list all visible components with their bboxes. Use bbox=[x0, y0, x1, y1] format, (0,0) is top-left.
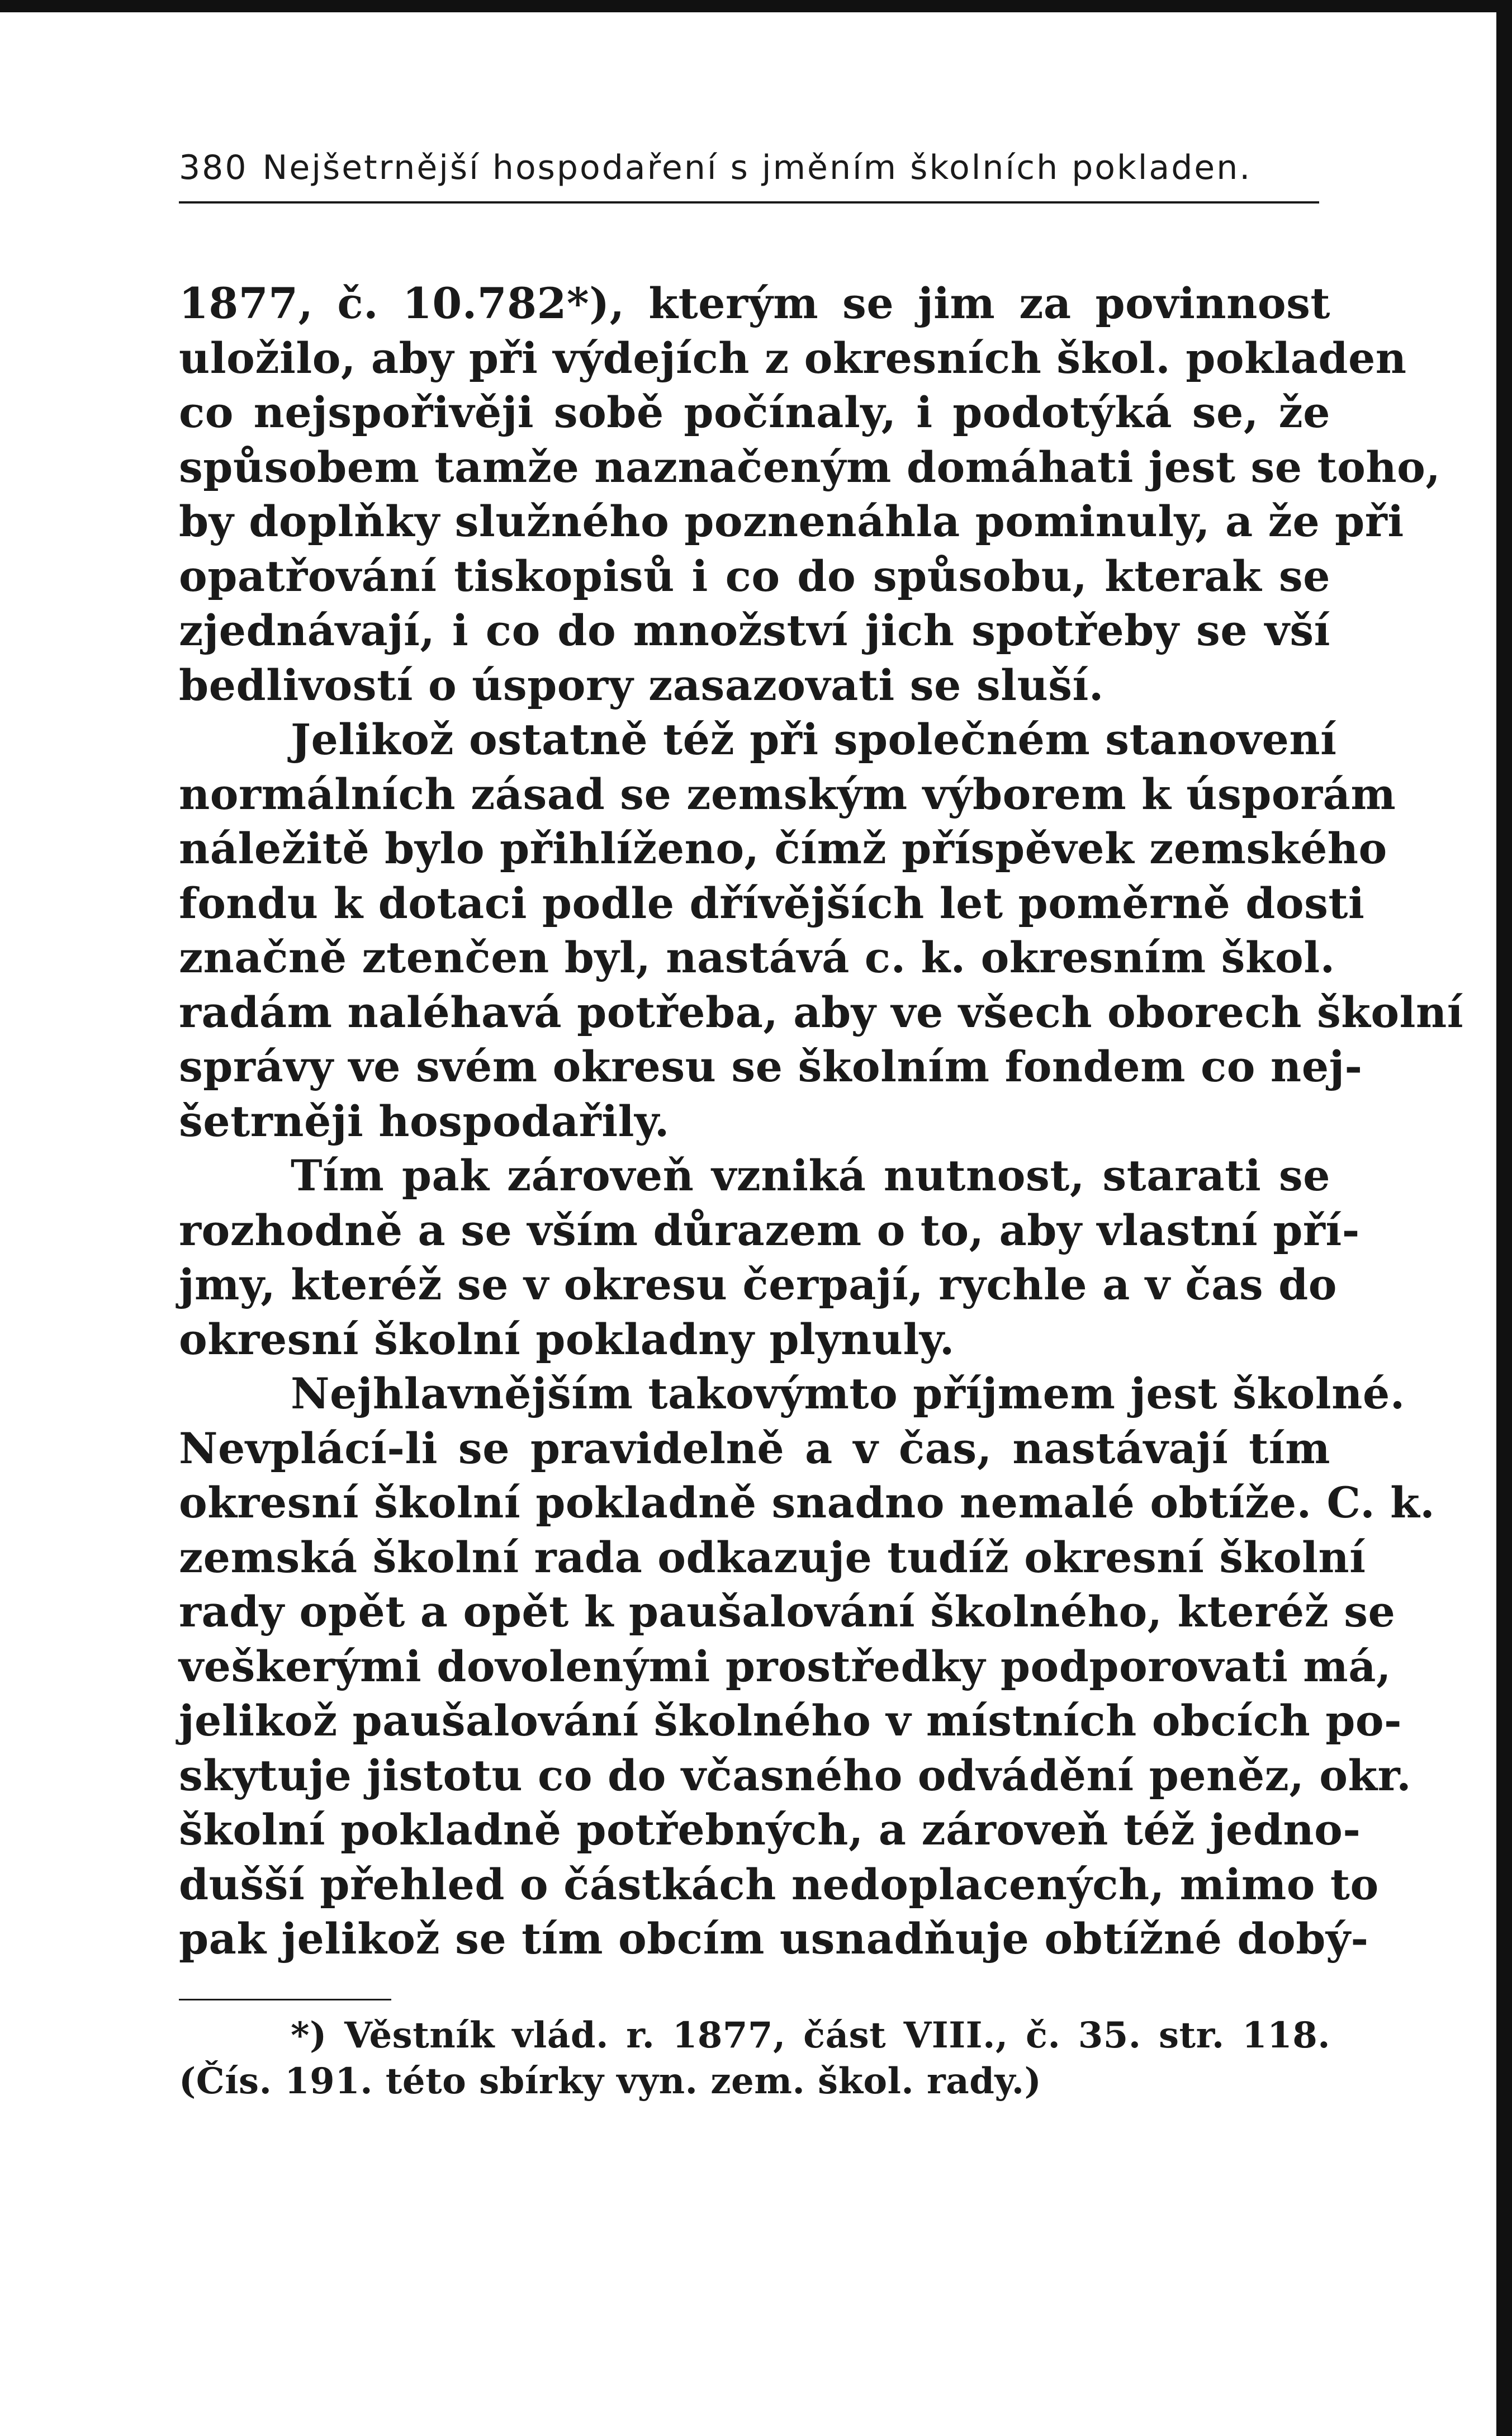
text-line: radám naléhavá potřeba, aby ve všech oborech školní bbox=[179, 987, 1464, 1037]
header-rule bbox=[179, 201, 1319, 204]
scan-border-top bbox=[0, 0, 1512, 12]
footnote-rule bbox=[179, 1999, 391, 2000]
text-line: uložilo, aby při výdejích z okresních škol. pokladen bbox=[179, 333, 1407, 383]
text-line: opatřování tiskopisů i co do spůsobu, kterak se bbox=[179, 551, 1330, 601]
footnote-line: (Čís. 191. této sbírky vyn. zem. škol. rady.) bbox=[179, 2060, 1042, 2102]
text-line: školní pokladně potřebných, a zároveň též jedno- bbox=[179, 1805, 1361, 1855]
text-line: dušší přehled o částkách nedoplacených, mimo to bbox=[179, 1859, 1379, 1909]
text-line: jmy, kteréž se v okresu čerpají, rychle a v čas do bbox=[179, 1260, 1337, 1309]
text-line: co nejspořivěji sobě počínaly, i podotýká se, že bbox=[179, 387, 1330, 437]
text-line: spůsobem tamže naznačeným domáhati jest se toho, bbox=[179, 442, 1441, 492]
running-title: Nejšetrnější hospodaření s jměním školních pokladen. bbox=[262, 148, 1252, 187]
text-line: rady opět a opět k paušalování školného, kteréž se bbox=[179, 1587, 1396, 1636]
text-line: pak jelikož se tím obcím usnadňuje obtížné dobý- bbox=[179, 1914, 1369, 1964]
scan-border-right bbox=[1496, 0, 1512, 2436]
text-line: rozhodně a se vším důrazem o to, aby vlastní pří- bbox=[179, 1205, 1360, 1255]
text-line: okresní školní pokladny plynuly. bbox=[179, 1314, 955, 1364]
text-line: šetrněji hospodařily. bbox=[179, 1096, 670, 1146]
body-text bbox=[179, 276, 1464, 1966]
paragraph-start: Nejhlavnějším takovýmto příjmem jest školné. bbox=[291, 1369, 1405, 1418]
text-line: Nevplácí-li se pravidelně a v čas, nastávají tím bbox=[179, 1423, 1330, 1473]
text-line: veškerými dovolenými prostředky podporovati má, bbox=[179, 1641, 1391, 1691]
text-line: by doplňky služného poznenáhla pominuly, a že při bbox=[179, 496, 1404, 546]
page-number: 380 bbox=[179, 148, 248, 187]
text-line: fondu k dotaci podle dřívějších let poměrně dosti bbox=[179, 878, 1365, 928]
running-head bbox=[179, 148, 1330, 187]
text-line: okresní školní pokladně snadno nemalé obtíže. C. k. bbox=[179, 1478, 1435, 1527]
book-page bbox=[179, 148, 1464, 2104]
text-line: jelikož paušalování školného v místních obcích po- bbox=[179, 1696, 1402, 1746]
text-line: správy ve svém okresu se školním fondem co nej- bbox=[179, 1042, 1363, 1091]
footnote-line: *) Věstník vlád. r. 1877, část VIII., č. 35. str. 118. bbox=[291, 2014, 1330, 2056]
text-line: zemská školní rada odkazuje tudíž okresní školní bbox=[179, 1532, 1366, 1582]
text-line: náležitě bylo přihlíženo, čímž příspěvek zemského bbox=[179, 824, 1387, 873]
text-line: normálních zásad se zemským výborem k úsporám bbox=[179, 769, 1396, 819]
text-line: bedlivostí o úspory zasazovati se sluší. bbox=[179, 660, 1104, 710]
text-line: skytuje jistotu co do včasného odvádění peněz, okr. bbox=[179, 1750, 1412, 1800]
text-line: značně ztenčen byl, nastává c. k. okresním škol. bbox=[179, 933, 1335, 982]
footnote bbox=[179, 2013, 1330, 2104]
paragraph-start: Tím pak zároveň vzniká nutnost, starati se bbox=[291, 1151, 1330, 1200]
text-line: zjednávají, i co do množství jich spotřeby se vší bbox=[179, 606, 1330, 655]
text-line: 1877, č. 10.782*), kterým se jim za povinnost bbox=[179, 278, 1330, 328]
paragraph-start: Jelikož ostatně též při společném stanovení bbox=[291, 715, 1337, 764]
